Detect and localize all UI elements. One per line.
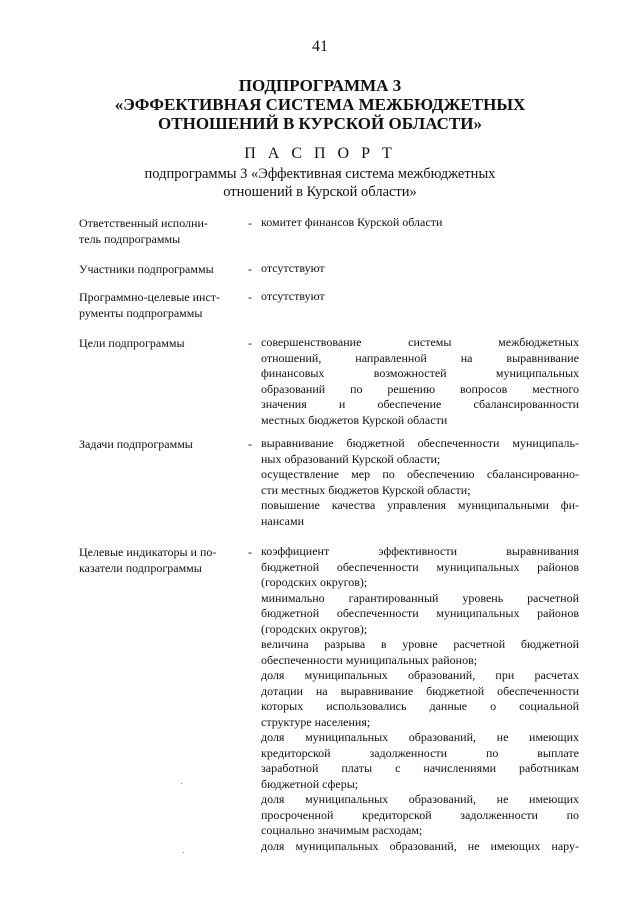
label-line: казатели подпрограммы bbox=[79, 561, 202, 575]
row-dash: - bbox=[248, 437, 252, 451]
value-line: бюджетной сферы; bbox=[261, 776, 359, 791]
value-line: обеспеченности муниципальных районов; bbox=[261, 652, 478, 667]
title-line: ОТНОШЕНИЙ В КУРСКОЙ ОБЛАСТИ» bbox=[158, 114, 482, 133]
value-line: заработной платы с начислениями работникам bbox=[261, 761, 579, 775]
value-line: минимально гарантированный уровень расчетной bbox=[261, 590, 579, 605]
value-line: коэффициент эффективности выравнивания bbox=[261, 544, 579, 558]
value-line: образований по решению вопросов местного bbox=[261, 381, 579, 396]
row-dash: - bbox=[248, 545, 252, 559]
row-label bbox=[79, 544, 237, 576]
value-line: выравнивание бюджетной обеспеченности муниципаль- bbox=[261, 436, 579, 450]
scan-speck bbox=[183, 852, 184, 853]
value-line: повышение качества управления муниципальными фи- bbox=[261, 498, 579, 512]
value-line: структуре населения; bbox=[261, 714, 371, 729]
value-line: отношений, направленной на выравнивание bbox=[261, 350, 579, 365]
title-line: ПОДПРОГРАММА 3 bbox=[238, 76, 402, 95]
passport-heading: П А С П О Р Т bbox=[244, 145, 396, 162]
label-line: Целевые индикаторы и по- bbox=[79, 545, 217, 559]
label-line: тель подпрограммы bbox=[79, 232, 181, 246]
value-line: осуществление мер по обеспечению сбалансированно- bbox=[261, 467, 579, 481]
value-line: сти местных бюджетов Курской области; bbox=[261, 482, 471, 497]
value-line: совершенствование системы межбюджетных bbox=[261, 335, 579, 349]
label-line: Участники подпрограммы bbox=[79, 262, 214, 276]
value-line: отсутствуют bbox=[261, 289, 325, 303]
row-dash: - bbox=[248, 216, 252, 230]
value-line: кредиторской задолженности по выплате bbox=[261, 745, 579, 760]
value-line: отсутствуют bbox=[261, 261, 325, 275]
value-line: значения и обеспечение сбалансированности bbox=[261, 397, 579, 411]
value-line: которых использовались данные о социальной bbox=[261, 699, 579, 713]
row-value bbox=[261, 289, 579, 305]
title-line: «ЭФФЕКТИВНАЯ СИСТЕМА МЕЖБЮДЖЕТНЫХ bbox=[114, 95, 526, 114]
row-dash: - bbox=[248, 262, 252, 276]
row-dash: - bbox=[248, 336, 252, 350]
row-label bbox=[79, 335, 237, 351]
subtitle-line: подпрограммы 3 «Эффективная система межбюджетных bbox=[144, 166, 496, 182]
value-line: (городских округов); bbox=[261, 575, 368, 589]
value-line: финансовых возможностей муниципальных bbox=[261, 366, 579, 380]
subprogram-title bbox=[0, 76, 640, 133]
value-line: доля муниципальных образований, при расчетах bbox=[261, 668, 579, 682]
value-line: бюджетной обеспеченности муниципальных районов bbox=[261, 559, 579, 574]
row-value bbox=[261, 215, 579, 231]
label-line: Ответственный исполни- bbox=[79, 216, 208, 230]
row-label bbox=[79, 261, 237, 277]
row-value bbox=[261, 436, 579, 529]
row-value bbox=[261, 544, 579, 854]
subtitle-line: отношений в Курской области» bbox=[223, 184, 417, 200]
value-line: доля муниципальных образований, не имеющих нару- bbox=[261, 838, 579, 853]
value-line: доля муниципальных образований, не имеющих bbox=[261, 792, 579, 806]
value-line: доля муниципальных образований, не имеющих bbox=[261, 730, 579, 744]
value-line: величина разрыва в уровне расчетной бюджетной bbox=[261, 637, 579, 651]
value-line: социально значимым расходам; bbox=[261, 823, 423, 837]
page-number: 41 bbox=[312, 38, 328, 55]
value-line: просроченной кредиторской задолженности по bbox=[261, 807, 579, 822]
row-label bbox=[79, 215, 237, 247]
label-line: Программно-целевые инст- bbox=[79, 290, 221, 304]
value-line: бюджетной обеспеченности муниципальных районов bbox=[261, 606, 579, 620]
row-dash: - bbox=[248, 290, 252, 304]
row-value bbox=[261, 335, 579, 428]
value-line: дотации на выравнивание бюджетной обеспеченности bbox=[261, 683, 579, 698]
row-label bbox=[79, 436, 237, 452]
value-line: нансами bbox=[261, 513, 304, 528]
row-value bbox=[261, 261, 579, 277]
value-line: местных бюджетов Курской области bbox=[261, 412, 448, 427]
value-line: (городских округов); bbox=[261, 621, 368, 636]
label-line: Цели подпрограммы bbox=[79, 336, 185, 350]
scan-speck bbox=[181, 783, 182, 784]
label-line: рументы подпрограммы bbox=[79, 306, 203, 320]
value-line: ных образований Курской области; bbox=[261, 451, 441, 466]
label-line: Задачи подпрограммы bbox=[79, 437, 193, 451]
passport-subtitle bbox=[0, 165, 640, 201]
row-label bbox=[79, 289, 237, 321]
value-line: комитет финансов Курской области bbox=[261, 215, 443, 229]
